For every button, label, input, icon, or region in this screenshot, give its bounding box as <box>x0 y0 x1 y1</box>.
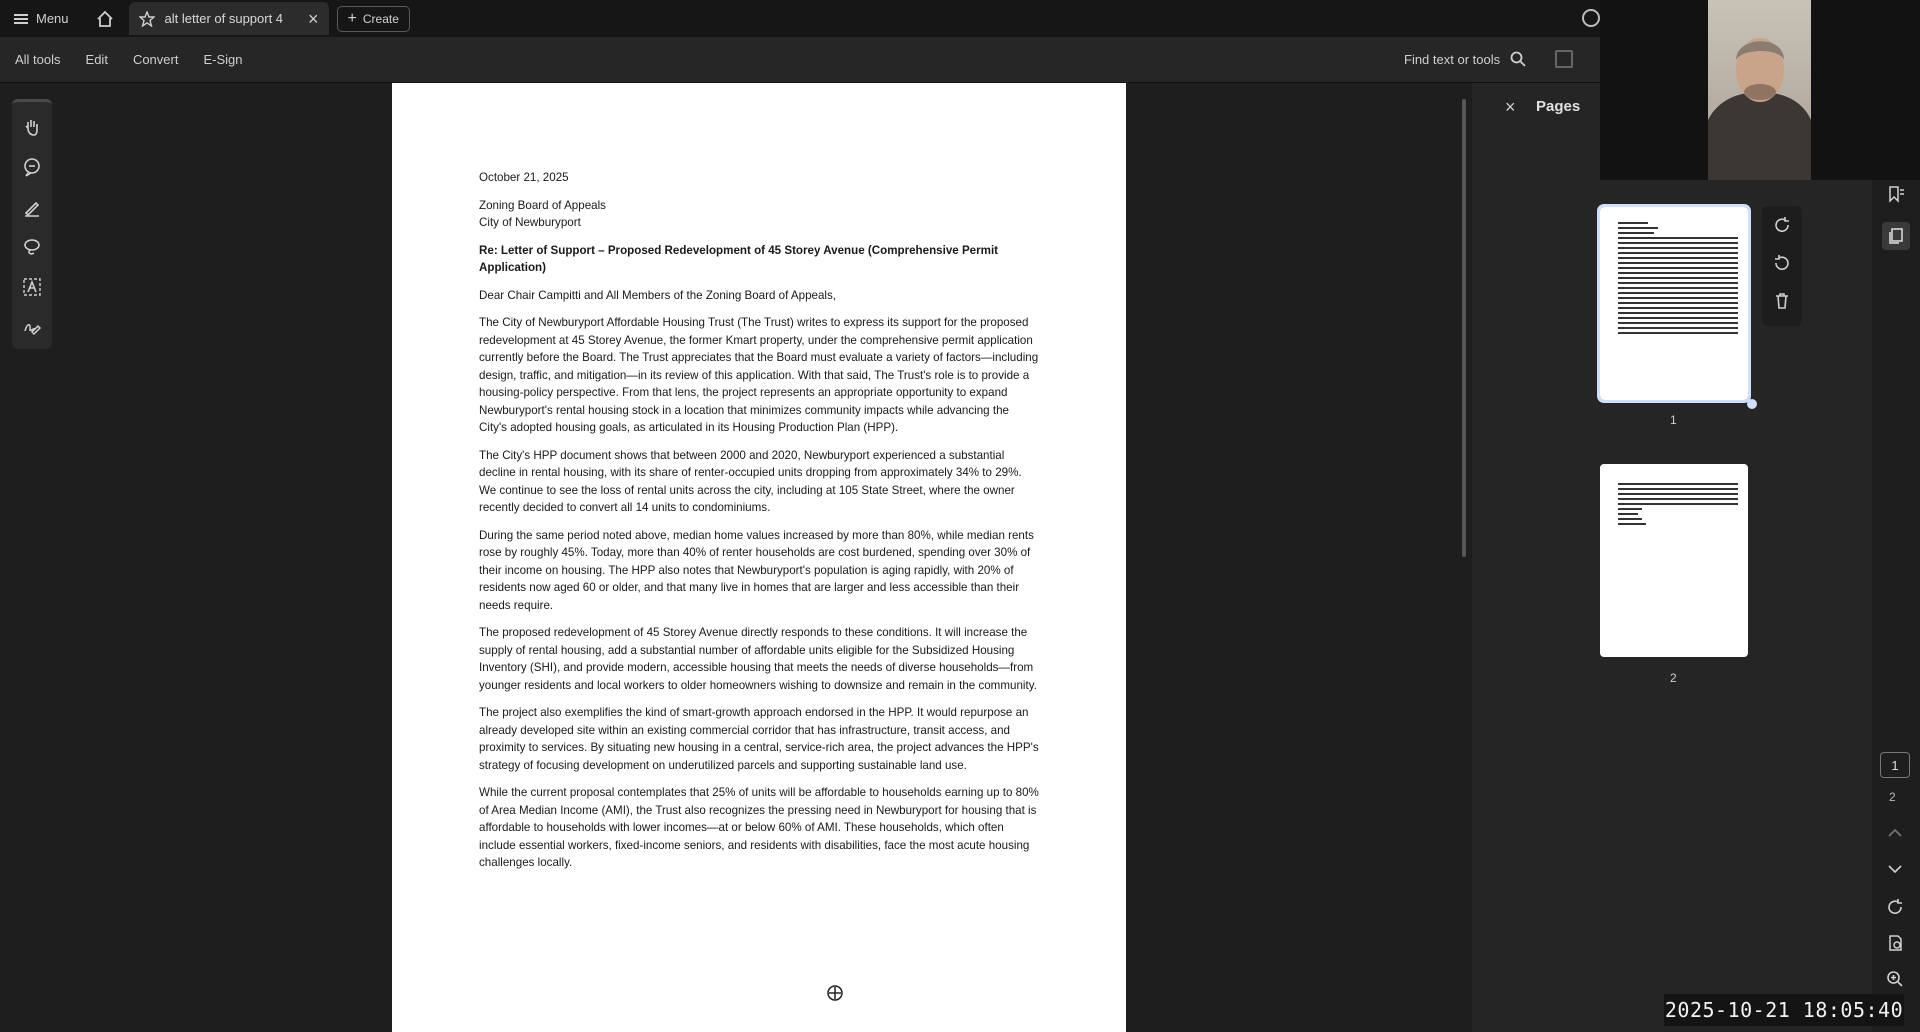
close-tab-icon[interactable]: × <box>308 8 319 29</box>
document-page <box>392 83 1126 1032</box>
body-paragraph: The project also exemplifies the kind of smart-growth approach endorsed in the HPP. It would repurpose an already developed site within an existing commercial corridor that has infrastructure, transit access, and proximity to services. By situating new housing in a central, service-rich area, the project advances the HPP's strategy of focusing development on underutilized parcels and supporting sustainable land use. <box>479 706 1039 772</box>
convert-link[interactable]: Convert <box>132 52 179 67</box>
esign-link[interactable]: E-Sign <box>203 52 243 67</box>
re-line: Re: Letter of Support – Proposed Redevelopment of 45 Storey Avenue (Comprehensive Permit Application) <box>479 243 999 274</box>
bookmarks-icon[interactable] <box>1882 180 1910 208</box>
body-paragraph: While the current proposal contemplates that 25% of units will be affordable to households earning up to 80% of Area Median Income (AMI), the Trust also recognizes the pressing need in Newburyport for housing that is affordable to households with lower incomes—at or below 60% of AMI. These households, which often include essential workers, fixed-income seniors, and residents with disabilities, face the most acute housing challenges locally. <box>479 786 1039 869</box>
home-icon <box>96 10 114 28</box>
thumbnail-resize-handle[interactable] <box>1747 399 1757 409</box>
refresh-icon[interactable] <box>1886 898 1904 916</box>
main-toolbar <box>0 37 1600 83</box>
recipient-line: City of Newburyport <box>479 216 581 229</box>
letter-body <box>479 169 1039 882</box>
body-paragraph: The City of Newburyport Affordable Housing Trust (The Trust) writes to express its support for the proposed redevelopment at 45 Storey Avenue, the former Kmart property, under the comprehensive permit application currently before the Board. The Trust appreciates that the Board must evaluate a variety of factors—including design, traffic, and mitigation—in its review of this application. With that said, The Trust's role is to provide a housing-policy perspective. From that lens, the project represents an appropriate opportunity to expand Newburyport's rental housing stock in a location that minimizes community impacts while advancing the City's adopted housing goals, as articulated in its Housing Production Plan (HPP). <box>479 316 1039 434</box>
letter-date: October 21, 2025 <box>479 171 569 184</box>
document-tab-title: alt letter of support 4 <box>164 11 284 26</box>
save-icon[interactable] <box>1555 50 1573 68</box>
plus-icon: + <box>347 9 357 27</box>
menu-label: Menu <box>36 11 69 26</box>
body-paragraph: The proposed redevelopment of 45 Storey Avenue directly responds to these conditions. It will increase the supply of rental housing, add a substantial number of affordable units eligible for the Subsidized Housing Inventory (SHI), and provide modern, accessible housing that meets the needs of diverse households—from younger residents and local workers to older homeowners wishing to downsize and remain in the community. <box>479 626 1037 692</box>
document-scrollbar[interactable] <box>1462 99 1466 557</box>
trash-icon[interactable] <box>1773 292 1791 310</box>
create-button[interactable] <box>337 6 410 32</box>
page-zoom-icon[interactable] <box>1886 934 1904 952</box>
search-icon <box>1510 51 1526 67</box>
body-paragraph: During the same period noted above, median home values increased by more than 80%, while median rents rose by roughly 45%. Today, more than 40% of renter households are cost burdened, spending over 30% of their income on housing. The HPP also notes that Newburyport's population is aging rapidly, with 20% of residents now aged 60 or older, and that many live in homes that are larger and less accessible than their needs require. <box>479 528 1034 612</box>
tab-bar <box>0 0 1600 37</box>
draw-tool-icon[interactable] <box>19 236 45 258</box>
text-tool-icon[interactable] <box>19 276 45 298</box>
comment-tool-icon[interactable] <box>19 156 45 178</box>
create-label: Create <box>362 11 399 26</box>
help-icon[interactable] <box>1582 9 1600 27</box>
pages-panel <box>1472 83 1872 1032</box>
body-paragraph: The City's HPP document shows that between 2000 and 2020, Newburyport experienced a substantial decline in rental housing, with its share of renter-occupied units dropping from approximately 34% to 29%. We continue to see the loss of rental units across the city, including at 105 State Street, where the owner recently decided to convert all 14 units to condominiums. <box>479 448 1022 514</box>
rotate-counterclockwise-icon[interactable] <box>1773 254 1791 272</box>
page-thumbnail-2[interactable] <box>1600 464 1748 657</box>
document-tab[interactable] <box>129 2 329 35</box>
recording-timestamp: 2025-10-21 18:05:40 <box>1664 994 1904 1026</box>
page-thumbnail-label: 1 <box>1670 413 1677 427</box>
all-tools-link[interactable]: All tools <box>15 52 61 67</box>
current-page-input[interactable]: 1 <box>1880 752 1910 778</box>
pages-panel-icon[interactable] <box>1882 222 1910 250</box>
hamburger-icon <box>14 14 28 24</box>
edit-link[interactable]: Edit <box>85 52 108 67</box>
rotate-clockwise-icon[interactable] <box>1773 216 1791 234</box>
chevron-down-icon[interactable] <box>1888 864 1902 874</box>
home-button[interactable] <box>89 0 121 37</box>
thumbnail-toolbar <box>1762 206 1802 326</box>
zoom-in-icon[interactable] <box>1886 970 1904 988</box>
find-tools-button[interactable] <box>1404 51 1526 67</box>
menu-button[interactable] <box>0 0 83 37</box>
close-panel-icon[interactable]: × <box>1505 97 1516 117</box>
move-cursor-icon <box>825 983 845 1003</box>
salutation: Dear Chair Campitti and All Members of the Zoning Board of Appeals, <box>479 288 837 302</box>
page-thumbnail-1[interactable] <box>1600 207 1748 400</box>
star-icon[interactable] <box>139 11 155 27</box>
chevron-up-icon[interactable] <box>1888 828 1902 838</box>
sign-tool-icon[interactable] <box>19 316 45 338</box>
highlight-tool-icon[interactable] <box>19 196 45 218</box>
find-label: Find text or tools <box>1404 51 1501 67</box>
webcam-video-feed <box>1708 0 1811 180</box>
total-pages: 2 <box>1889 790 1896 804</box>
pages-panel-title: Pages <box>1536 98 1581 115</box>
page-thumbnail-label: 2 <box>1670 671 1677 685</box>
webcam-overlay <box>1600 0 1920 180</box>
quick-tools-rail <box>12 99 52 349</box>
hand-tool-icon[interactable] <box>19 116 45 138</box>
recipient-line: Zoning Board of Appeals <box>479 198 606 212</box>
